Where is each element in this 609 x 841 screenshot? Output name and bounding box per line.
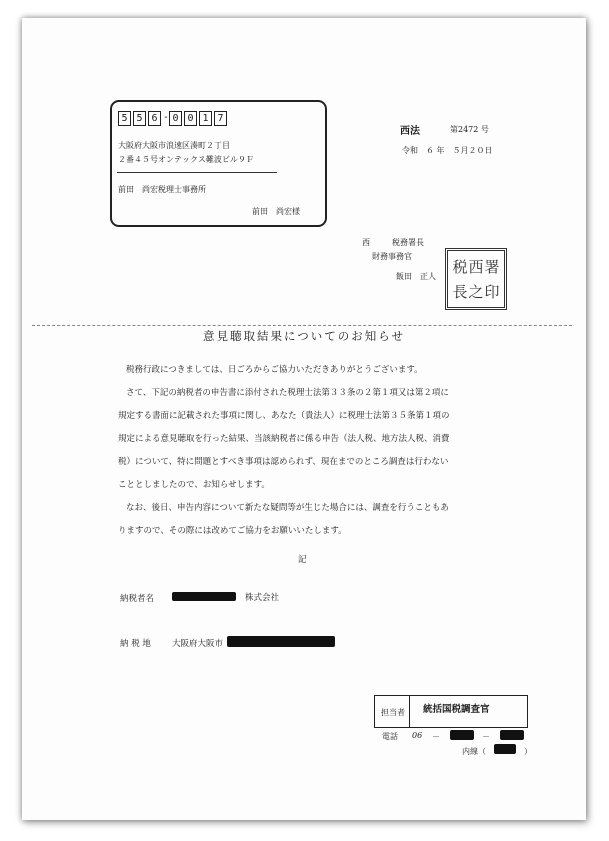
ki-heading: 記 bbox=[298, 555, 307, 565]
seal-character: 税 bbox=[452, 258, 468, 276]
contact-person-label: 担当者 bbox=[381, 708, 405, 717]
body-paragraph-line: 規定による意見聴取を行った結果、当該納税者に係る申告（法人税、地方法人税、消費 bbox=[118, 434, 450, 444]
body-paragraph-line: りますので、その際には改めてご協力をお願いいたします。 bbox=[118, 526, 347, 536]
body-paragraph-line: なお、後日、申告内容について新たな疑問等が生じた場合には、調査を行うこともあ bbox=[126, 503, 449, 513]
phone-separator: － bbox=[482, 732, 490, 741]
postal-digit: 5 bbox=[118, 111, 131, 126]
taxpayer-label: 納税者名 bbox=[120, 594, 155, 604]
postal-digit: 7 bbox=[214, 111, 227, 126]
body-paragraph-line: こととしましたので、お知らせします。 bbox=[118, 480, 270, 490]
postal-digit: 5 bbox=[133, 111, 146, 126]
address-line-2: ２番４５号オンテックス難波ビル９Ｆ bbox=[118, 155, 254, 164]
extension-close: ） bbox=[524, 747, 532, 756]
address-box bbox=[110, 100, 327, 227]
redacted-taxpayer-name bbox=[172, 592, 236, 601]
fold-line bbox=[32, 325, 572, 326]
contact-person-title: 統括国税調査官 bbox=[423, 704, 490, 715]
sender-title: 税務署長 bbox=[392, 238, 424, 247]
address-divider bbox=[117, 172, 277, 173]
postal-digit: 0 bbox=[184, 111, 197, 126]
postal-digit: 1 bbox=[199, 111, 212, 126]
postal-digit: 6 bbox=[148, 111, 161, 126]
sender-office-prefix: 西 bbox=[362, 238, 370, 247]
body-paragraph-line: 税務行政につきましては、日ごろからご協力いただきありがとうございます。 bbox=[126, 365, 423, 375]
seal-character: 西 bbox=[468, 258, 484, 276]
body-paragraph-line: さて、下記の納税者の申告書に添付された税理士法第３３条の２第１項又は第２項に bbox=[126, 388, 449, 398]
addressee-name: 前田 尚宏様 bbox=[252, 207, 300, 216]
contact-stamp-box bbox=[374, 695, 528, 728]
phone-area-code: 06 bbox=[412, 731, 423, 740]
redacted-phone-part bbox=[450, 730, 474, 740]
seal-character: 署 bbox=[484, 258, 500, 276]
phone-label: 電話 bbox=[382, 732, 398, 741]
document-number: 第2472 号 bbox=[450, 125, 489, 134]
official-seal bbox=[445, 248, 507, 310]
taxpayer-suffix: 株式会社 bbox=[245, 593, 280, 603]
seal-character: 長 bbox=[452, 283, 468, 301]
phone-separator: － bbox=[432, 732, 440, 741]
tax-location-label: 納 税 地 bbox=[120, 639, 151, 649]
address-line-1: 大阪府大阪市浪速区湊町２丁目 bbox=[118, 141, 230, 150]
sender-subtitle: 財務事務官 bbox=[372, 252, 412, 261]
postal-code bbox=[118, 111, 229, 126]
document-title: 意見聴取結果についてのお知らせ bbox=[203, 329, 405, 343]
document-page bbox=[22, 18, 586, 820]
document-code: 西法 bbox=[400, 126, 420, 137]
body-paragraph-line: 税）について、特に問題とすべき事項は認められず、現在までのところ調査は行わない bbox=[118, 457, 449, 467]
postal-digit: 0 bbox=[169, 111, 182, 126]
body-paragraph-line: 規定する書面に記載された事項に関し、あなた（貴法人）に税理士法第３５条第１項の bbox=[118, 411, 450, 421]
office-name: 前田 尚宏税理士事務所 bbox=[118, 185, 206, 194]
seal-character: 印 bbox=[484, 283, 500, 301]
document-date: 令和 ６ 年 ５月２０日 bbox=[402, 146, 493, 155]
postal-dash: - bbox=[164, 112, 168, 123]
seal-character: 之 bbox=[468, 283, 484, 301]
extension-label: 内線（ bbox=[462, 747, 486, 756]
redacted-address bbox=[227, 636, 335, 647]
tax-location-value: 大阪府大阪市 bbox=[172, 639, 224, 649]
redacted-extension bbox=[494, 744, 516, 754]
redacted-phone-part bbox=[500, 730, 524, 740]
sender-name: 飯田 正人 bbox=[396, 272, 436, 281]
